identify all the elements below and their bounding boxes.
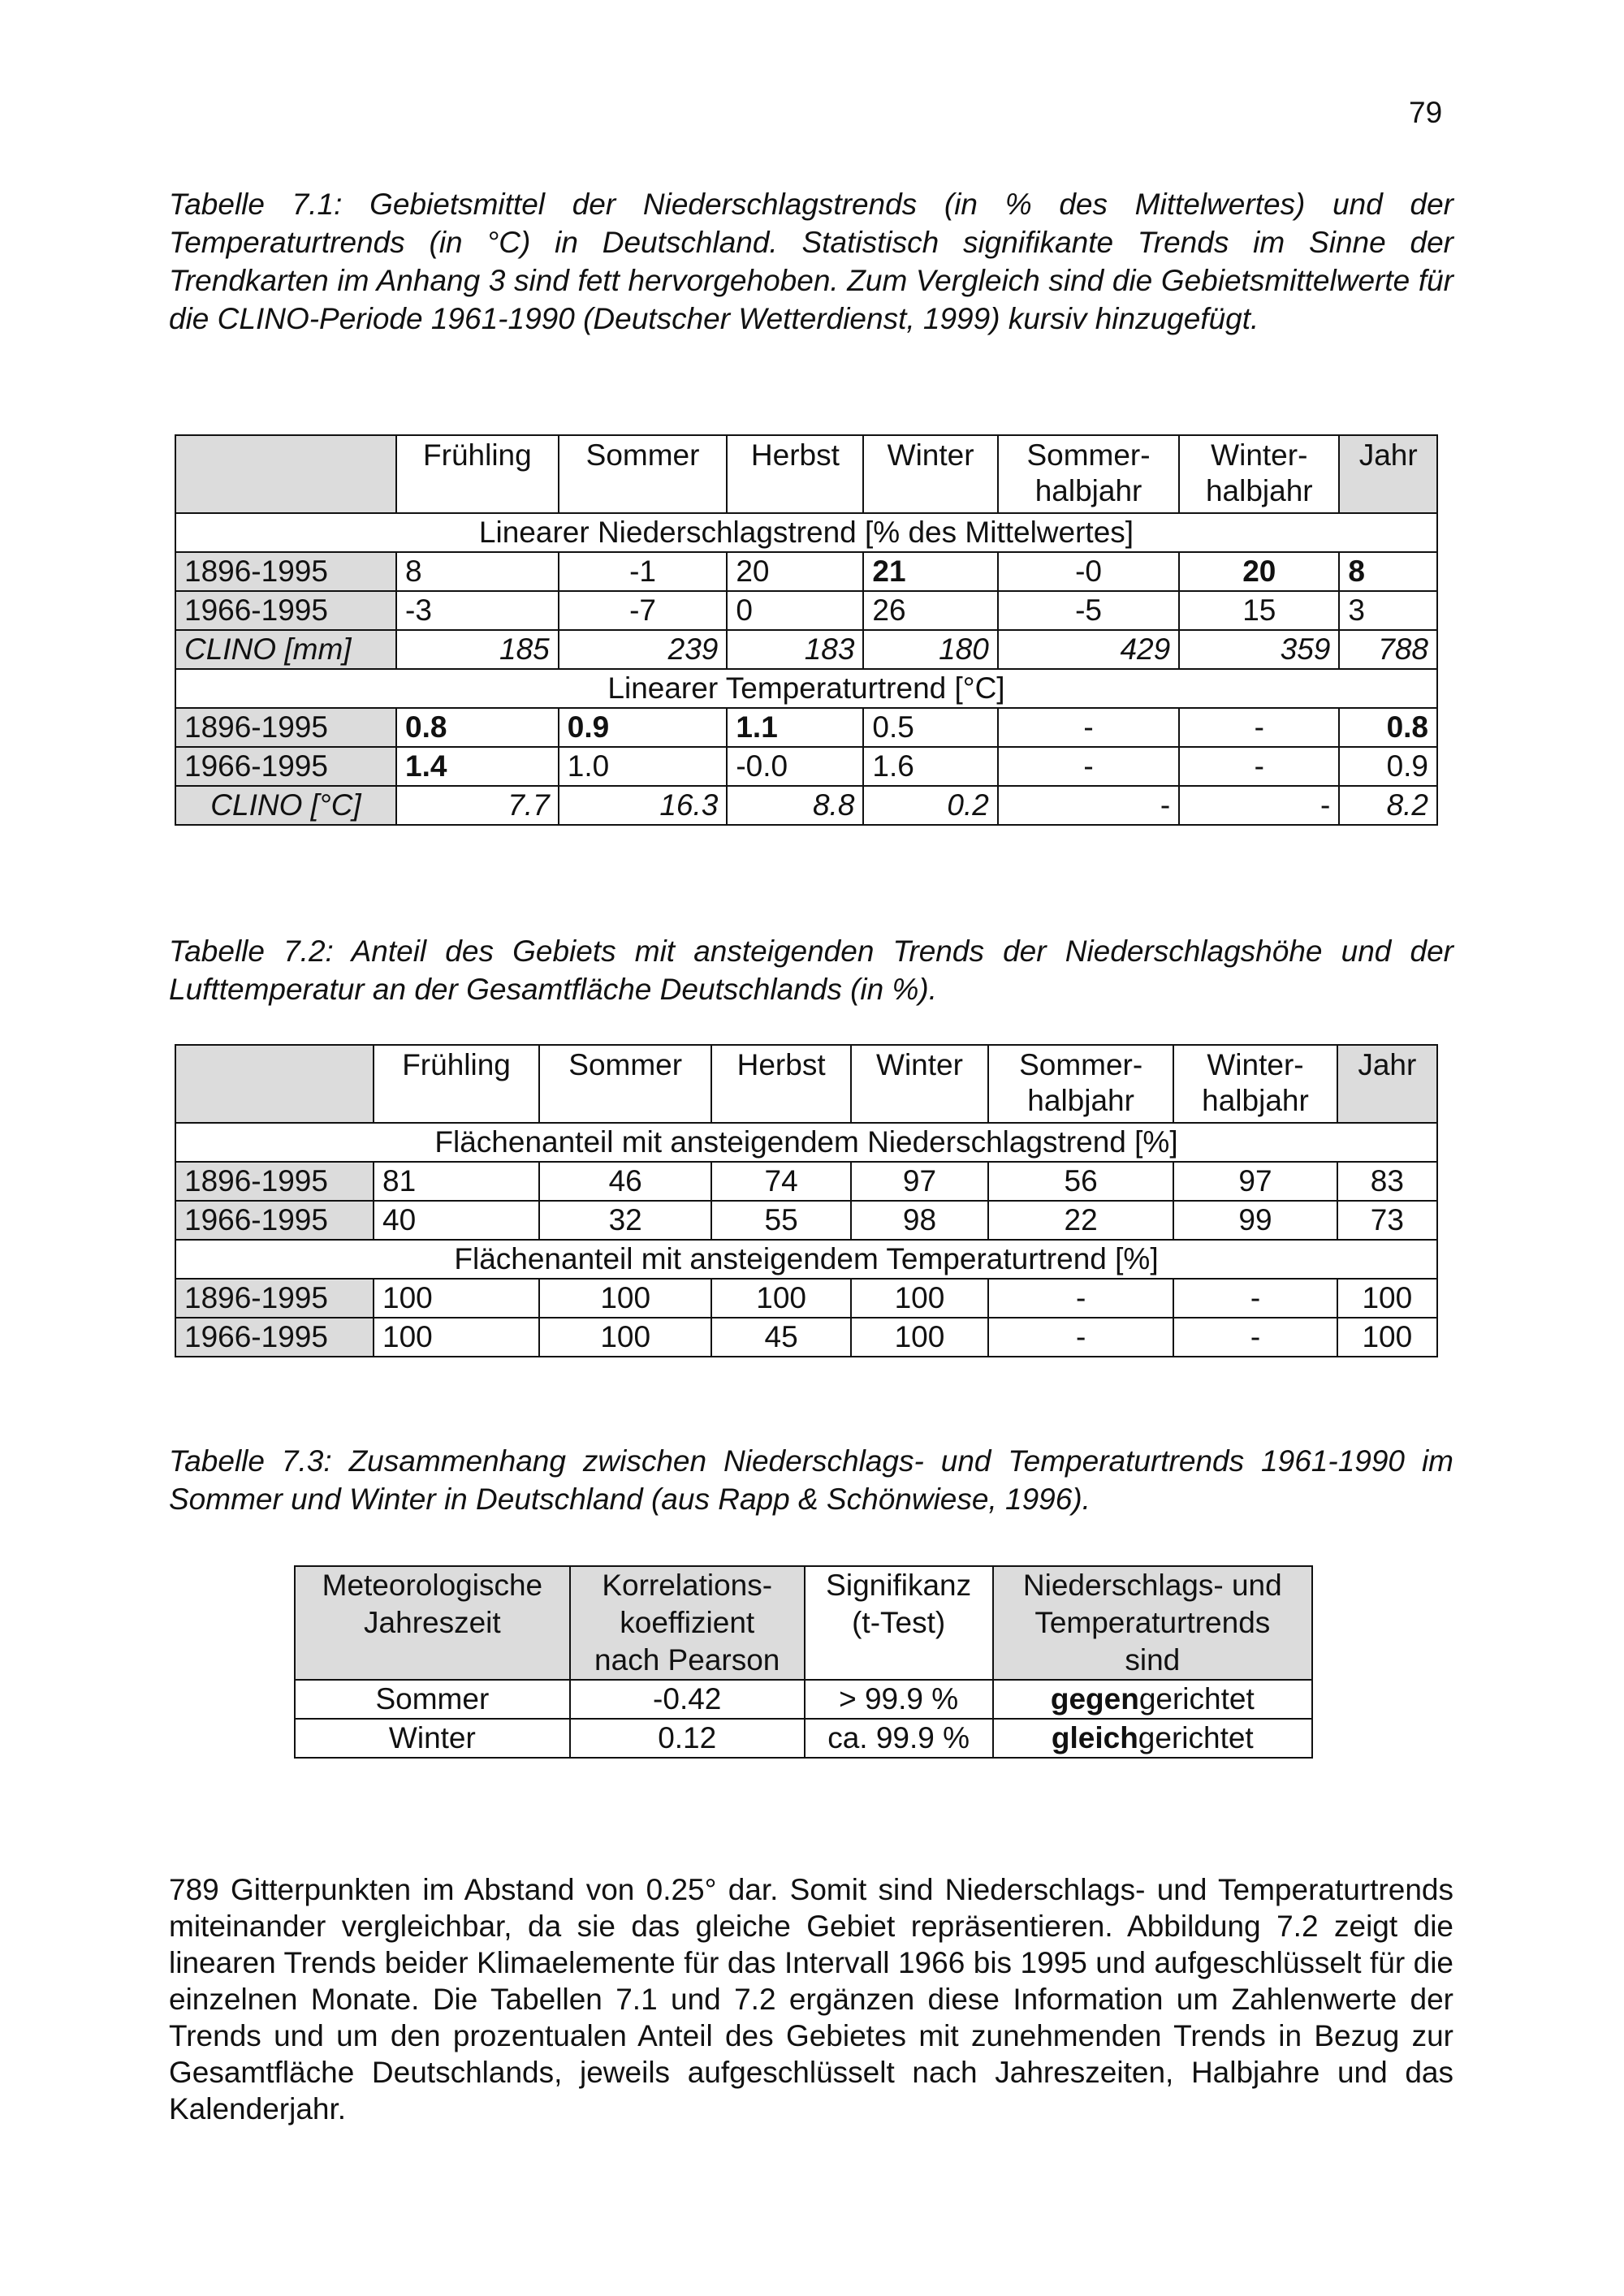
table1-header-sommer: Sommer bbox=[559, 435, 728, 513]
table-cell bbox=[993, 1719, 1312, 1758]
row-label: 1896-1995 bbox=[175, 1162, 374, 1201]
table1-header-herbst: Herbst bbox=[727, 435, 863, 513]
table-row bbox=[175, 786, 1437, 825]
table-cell: > 99.9 % bbox=[805, 1680, 993, 1719]
table-cell: 45 bbox=[711, 1318, 851, 1357]
row-label: 1896-1995 bbox=[175, 708, 396, 747]
table-cell: 239 bbox=[559, 630, 728, 669]
table-cell: 98 bbox=[851, 1201, 988, 1240]
table3-header-season: Meteorologische Jahreszeit bbox=[295, 1566, 570, 1680]
table-cell: 8 bbox=[1339, 552, 1437, 591]
table-cell: 0.2 bbox=[863, 786, 997, 825]
table-row bbox=[295, 1719, 1312, 1758]
table-cell: - bbox=[988, 1318, 1173, 1357]
table-cell: - bbox=[998, 786, 1179, 825]
table-cell: - bbox=[998, 708, 1179, 747]
table-cell: 81 bbox=[374, 1162, 539, 1201]
table1-header-winterhalbjahr: Winter- halbjahr bbox=[1179, 435, 1339, 513]
table-row bbox=[175, 1162, 1437, 1201]
table-cell: 100 bbox=[539, 1318, 711, 1357]
table3-caption: Tabelle 7.3: Zusammenhang zwischen Niederschlags- und Temperaturtrends 1961-1990 im Sommer und Winter in Deutschland (aus Rapp & Schönwiese, 1996). bbox=[169, 1444, 1453, 1516]
table2 bbox=[175, 1044, 1438, 1357]
table1-caption: Tabelle 7.1: Gebietsmittel der Niederschlagstrends (in % des Mittelwertes) und der Temperaturtrends (in °C) in Deutschland. Statistisch signifikante Trends im Sinne der Trendkarten im Anhang 3 sind fett hervorgehoben. Zum Vergleich sind die Gebietsmittelwerte für die CLINO-Periode 1961-1990 (Deutscher Wetterdienst, 1999) kursiv hinzugefügt. bbox=[169, 188, 1453, 335]
table1-corner-cell bbox=[175, 435, 396, 513]
table-cell: -0 bbox=[998, 552, 1179, 591]
table-cell: 180 bbox=[863, 630, 997, 669]
table-cell: -1 bbox=[559, 552, 728, 591]
table-cell: 100 bbox=[711, 1279, 851, 1318]
table-cell: 46 bbox=[539, 1162, 711, 1201]
table-cell: 1.1 bbox=[727, 708, 863, 747]
table-row bbox=[175, 1201, 1437, 1240]
row-label: 1966-1995 bbox=[175, 1318, 374, 1357]
row-label: 1966-1995 bbox=[175, 591, 396, 630]
table-cell: 100 bbox=[374, 1279, 539, 1318]
table-cell: -0.0 bbox=[727, 747, 863, 786]
table2-section1-title: Flächenanteil mit ansteigendem Niederschlagstrend [%] bbox=[175, 1123, 1437, 1162]
table-cell: 788 bbox=[1339, 630, 1437, 669]
table-cell: 100 bbox=[851, 1279, 988, 1318]
table-row bbox=[175, 1279, 1437, 1318]
page-number: 79 bbox=[1409, 96, 1443, 129]
table2-caption: Tabelle 7.2: Anteil des Gebiets mit ansteigenden Trends der Niederschlagshöhe und der Lufttemperatur an der Gesamtfläche Deutschlands (in %). bbox=[169, 934, 1453, 1006]
table-cell: 32 bbox=[539, 1201, 711, 1240]
table3-header-row bbox=[295, 1566, 1312, 1680]
table-cell: 8 bbox=[396, 552, 559, 591]
row-label: CLINO [mm] bbox=[175, 630, 396, 669]
table-cell: -5 bbox=[998, 591, 1179, 630]
table-cell: 183 bbox=[727, 630, 863, 669]
row-label: 1896-1995 bbox=[175, 1279, 374, 1318]
row-label: 1966-1995 bbox=[175, 747, 396, 786]
table1-section2-title: Linearer Temperaturtrend [°C] bbox=[175, 669, 1437, 708]
table-cell: - bbox=[1173, 1318, 1337, 1357]
table-cell: 100 bbox=[851, 1318, 988, 1357]
table-cell: - bbox=[1173, 1279, 1337, 1318]
row-label: CLINO [°C] bbox=[175, 786, 396, 825]
table-cell: 1.6 bbox=[863, 747, 997, 786]
table-cell: 26 bbox=[863, 591, 997, 630]
table3-header-trends: Niederschlags- und Temperaturtrends sind bbox=[993, 1566, 1312, 1680]
table-cell: 1.0 bbox=[559, 747, 728, 786]
table2-header-winterhalbjahr: Winter- halbjahr bbox=[1173, 1045, 1337, 1123]
table1-header-row bbox=[175, 435, 1437, 513]
table2-header-winter: Winter bbox=[851, 1045, 988, 1123]
table-cell: 0.8 bbox=[1339, 708, 1437, 747]
table-cell: 1.4 bbox=[396, 747, 559, 786]
table1-section1-title: Linearer Niederschlagstrend [% des Mittelwertes] bbox=[175, 513, 1437, 552]
table-cell: - bbox=[1179, 747, 1339, 786]
table-cell: ca. 99.9 % bbox=[805, 1719, 993, 1758]
table-cell: 21 bbox=[863, 552, 997, 591]
table2-section2-title: Flächenanteil mit ansteigendem Temperaturtrend [%] bbox=[175, 1240, 1437, 1279]
table-cell: 73 bbox=[1337, 1201, 1437, 1240]
emphasis-text: gleich bbox=[1051, 1721, 1138, 1754]
table1 bbox=[175, 434, 1438, 826]
table-cell: 15 bbox=[1179, 591, 1339, 630]
table-cell: 97 bbox=[851, 1162, 988, 1201]
table-cell: Sommer bbox=[295, 1680, 570, 1719]
table2-header-herbst: Herbst bbox=[711, 1045, 851, 1123]
table-cell: - bbox=[1179, 708, 1339, 747]
table-cell: 0.9 bbox=[559, 708, 728, 747]
table-cell: 20 bbox=[727, 552, 863, 591]
table-cell: 429 bbox=[998, 630, 1179, 669]
table-cell: 100 bbox=[1337, 1318, 1437, 1357]
table-cell: - bbox=[988, 1279, 1173, 1318]
table-cell: 0.12 bbox=[570, 1719, 805, 1758]
table-cell: 55 bbox=[711, 1201, 851, 1240]
table-cell: 99 bbox=[1173, 1201, 1337, 1240]
table-cell: 22 bbox=[988, 1201, 1173, 1240]
table2-corner-cell bbox=[175, 1045, 374, 1123]
table-row bbox=[175, 630, 1437, 669]
table-cell: 0.8 bbox=[396, 708, 559, 747]
table-cell: -0.42 bbox=[570, 1680, 805, 1719]
table1-header-winter: Winter bbox=[863, 435, 997, 513]
table1-header-sommerhalbjahr: Sommer- halbjahr bbox=[998, 435, 1179, 513]
table3 bbox=[294, 1565, 1313, 1759]
table2-header-sommerhalbjahr: Sommer- halbjahr bbox=[988, 1045, 1173, 1123]
table-cell: 359 bbox=[1179, 630, 1339, 669]
table2-header-sommer: Sommer bbox=[539, 1045, 711, 1123]
body-paragraph: 789 Gitterpunkten im Abstand von 0.25° dar. Somit sind Niederschlags- und Temperaturtrends miteinander vergleichbar, da sie das gleiche Gebiet repräsentieren. Abbildung 7.2 zeigt die linearen Trends beider Klimaelemente für das Intervall 1966 bis 1995 und aufgeschlüsselt für die einzelnen Monate. Die Tabellen 7.1 und 7.2 ergänzen diese Information um Zahlenwerte der Trends und um den prozentualen Anteil des Gebietes mit zunehmenden Trends in Bezug zur Gesamtfläche Deutschlands, jeweils aufgeschlüsselt nach Jahreszeiten, Halbjahre und das Kalenderjahr. bbox=[169, 1873, 1453, 2126]
table-cell: - bbox=[1179, 786, 1339, 825]
table-cell: 100 bbox=[1337, 1279, 1437, 1318]
plain-text: gerichtet bbox=[1138, 1721, 1254, 1754]
row-label: 1966-1995 bbox=[175, 1201, 374, 1240]
table-cell: 8.8 bbox=[727, 786, 863, 825]
table1-header-fruehling: Frühling bbox=[396, 435, 559, 513]
table-row bbox=[295, 1680, 1312, 1719]
table-cell: 8.2 bbox=[1339, 786, 1437, 825]
table2-header-jahr: Jahr bbox=[1337, 1045, 1437, 1123]
table-row bbox=[175, 708, 1437, 747]
table-cell: 185 bbox=[396, 630, 559, 669]
table-cell: 97 bbox=[1173, 1162, 1337, 1201]
table-cell: 0.9 bbox=[1339, 747, 1437, 786]
table-row bbox=[175, 1318, 1437, 1357]
table-cell: 83 bbox=[1337, 1162, 1437, 1201]
table-cell: 100 bbox=[374, 1318, 539, 1357]
table-cell: 16.3 bbox=[559, 786, 728, 825]
table-row bbox=[175, 747, 1437, 786]
plain-text: gerichtet bbox=[1138, 1682, 1255, 1716]
table-row bbox=[175, 552, 1437, 591]
table-cell: 56 bbox=[988, 1162, 1173, 1201]
table-row bbox=[175, 591, 1437, 630]
table-cell: 3 bbox=[1339, 591, 1437, 630]
table-cell: -3 bbox=[396, 591, 559, 630]
table-cell: 7.7 bbox=[396, 786, 559, 825]
table-cell: 74 bbox=[711, 1162, 851, 1201]
table-cell: 40 bbox=[374, 1201, 539, 1240]
emphasis-text: gegen bbox=[1050, 1682, 1139, 1716]
table-cell: Winter bbox=[295, 1719, 570, 1758]
table-cell: 0.5 bbox=[863, 708, 997, 747]
table-cell bbox=[993, 1680, 1312, 1719]
table2-header-fruehling: Frühling bbox=[374, 1045, 539, 1123]
table2-header-row bbox=[175, 1045, 1437, 1123]
table3-header-correlation: Korrelations- koeffizient nach Pearson bbox=[570, 1566, 805, 1680]
table-cell: 100 bbox=[539, 1279, 711, 1318]
table-cell: -7 bbox=[559, 591, 728, 630]
table3-header-significance: Signifikanz (t-Test) bbox=[805, 1566, 993, 1680]
table-cell: - bbox=[998, 747, 1179, 786]
table-cell: 0 bbox=[727, 591, 863, 630]
row-label: 1896-1995 bbox=[175, 552, 396, 591]
table1-header-jahr: Jahr bbox=[1339, 435, 1437, 513]
table-cell: 20 bbox=[1179, 552, 1339, 591]
